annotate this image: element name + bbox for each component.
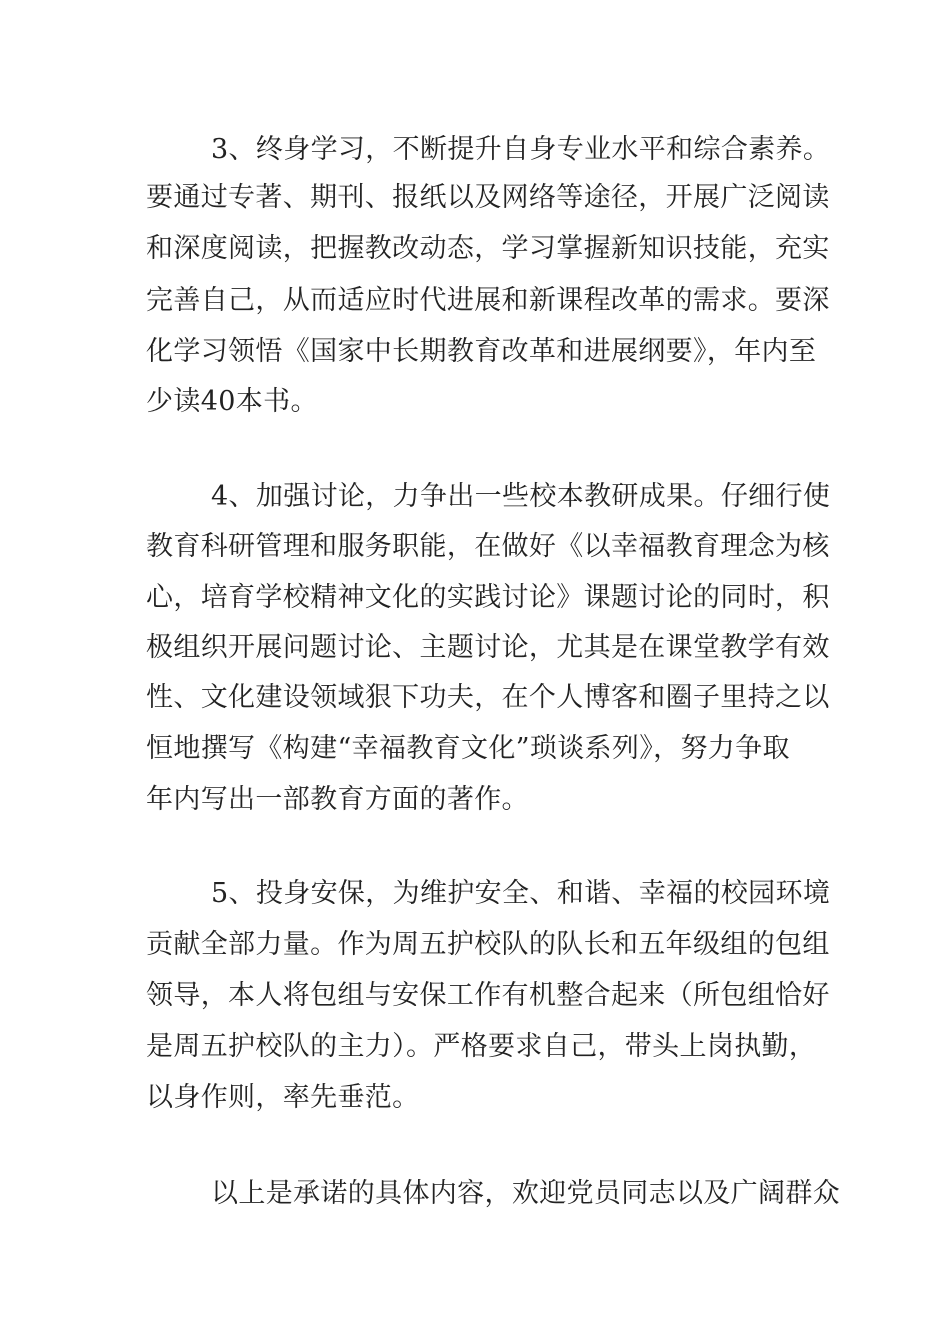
paragraph-line: 5、投身安保，为维护安全、和谐、幸福的校园环境 [211, 878, 831, 909]
paragraph-line: 和深度阅读，把握教改动态，学习掌握新知识技能，充实 [146, 233, 830, 264]
paragraph-line: 心，培育学校精神文化的实践讨论》课题讨论的同时，积 [146, 582, 830, 613]
paragraph-line: 贡献全部力量。作为周五护校队的队长和五年级组的包组 [146, 929, 830, 960]
paragraph-line: 年内写出一部教育方面的著作。 [146, 784, 529, 815]
paragraph-line: 教育科研管理和服务职能，在做好《以幸福教育理念为核 [146, 531, 830, 562]
paragraph-line: 4、加强讨论，力争出一些校本教研成果。仔细行使 [211, 481, 831, 512]
paragraph-line: 3、终身学习，不断提升自身专业水平和综合素养。 [211, 134, 831, 165]
paragraph-line: 性、文化建设领域狠下功夫，在个人博客和圈子里持之以 [146, 682, 830, 713]
paragraph-line: 完善自己，从而适应时代进展和新课程改革的需求。要深 [146, 285, 830, 316]
paragraph-line: 恒地撰写《构建“幸福教育文化”琐谈系列》，努力争取 [146, 733, 790, 764]
paragraph-line: 化学习领悟《国家中长期教育改革和进展纲要》，年内至 [146, 336, 817, 367]
paragraph-line: 领导，本人将包组与安保工作有机整合起来（所包组恰好 [146, 980, 830, 1011]
paragraph-line: 少读40本书。 [146, 386, 318, 417]
paragraph-line: 是周五护校队的主力）。严格要求自己，带头上岗执勤， [146, 1031, 817, 1062]
paragraph-line: 以上是承诺的具体内容，欢迎党员同志以及广阔群众 [211, 1178, 841, 1209]
paragraph-line: 以身作则，率先垂范。 [146, 1082, 420, 1113]
paragraph-line: 极组织开展问题讨论、主题讨论，尤其是在课堂教学有效 [146, 632, 830, 663]
paragraph-line: 要通过专著、期刊、报纸以及网络等途径，开展广泛阅读 [146, 182, 830, 213]
